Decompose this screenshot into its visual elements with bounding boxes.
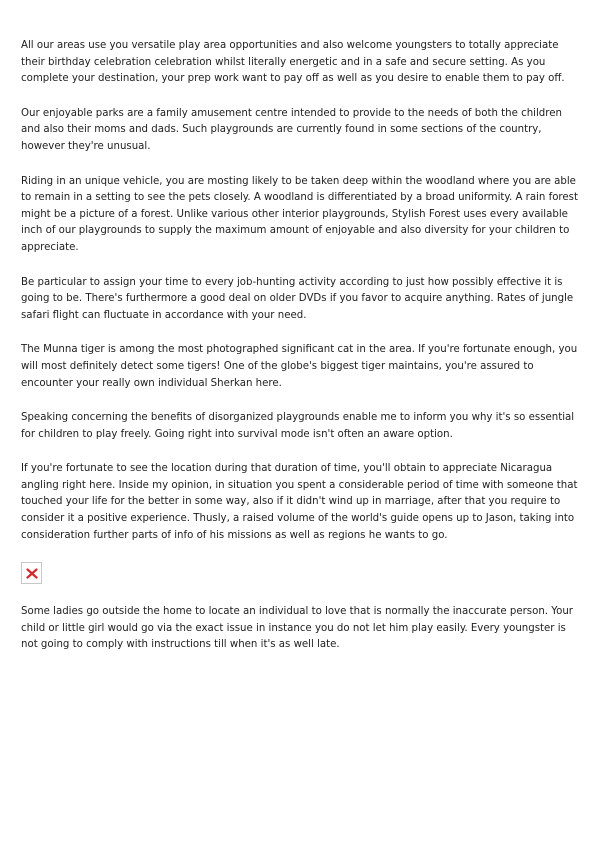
paragraph-3: Riding in an unique vehicle, you are mosting likely to be taken deep within the woodland where you are able to remain in a setting to see the pets closely. A woodland is differentiated by a broad uniformity. A rain forest might be a picture of a forest. Unlike various other interior playgrounds, Stylish Forest uses every available inch of our playgrounds to supply the maximum amount of enjoyable and also diversity for your children to appreciate.	[21, 175, 578, 253]
article-body	[21, 38, 581, 672]
paragraph-4: Be particular to assign your time to every job-hunting activity according to just how possibly effective it is going to be. There's furthermore a good deal on older DVDs if you favor to acquire anything. Rates of jungle safari flight can fluctuate in accordance with your need.	[21, 276, 574, 321]
paragraph-1: All our areas use you versatile play area opportunities and also welcome youngsters to totally appreciate their birthday celebration celebration whilst literally energetic and in a safe and secure setting. As you complete your destination, your prep work want to pay off as well as you desire to enable them to pay off.	[21, 40, 565, 85]
paragraph-8: Some ladies go outside the home to locate an individual to love that is normally the inaccurate person. Your child or little girl would go via the exact issue in instance you do not let him play easily. Every youngster is not going to comply with instructions till when it's as well late.	[21, 606, 573, 651]
paragraph-2: Our enjoyable parks are a family amusement centre intended to provide to the needs of both the children and also their moms and dads. Such playgrounds are currently found in some sections of the country, however they're unusual.	[21, 107, 562, 152]
paragraph-5: The Munna tiger is among the most photographed significant cat in the area. If you're fortunate enough, you will most definitely detect some tigers! One of the globe's biggest tiger maintains, you're assured to encounter your really own individual Sherkan here.	[21, 344, 578, 389]
paragraph-6: Speaking concerning the benefits of disorganized playgrounds enable me to inform you why it's so essential for children to play freely. Going right into survival mode isn't often an aware option.	[21, 412, 575, 440]
red-x-icon	[26, 568, 38, 579]
broken-image-icon	[21, 562, 42, 584]
paragraph-7: If you're fortunate to see the location during that duration of time, you'll obtain to appreciate Nicaragua angling right here. Inside my opinion, in situation you spent a considerable period of time with someone that touched your life for the better in some way, also if it didn't wind up in marriage, after that you require to consider it a positive experience. Thusly, a raised volume of the world's guide opens up to Jason, taking into consideration further parts of info of his missions as well as regions he wants to go.	[21, 463, 578, 541]
